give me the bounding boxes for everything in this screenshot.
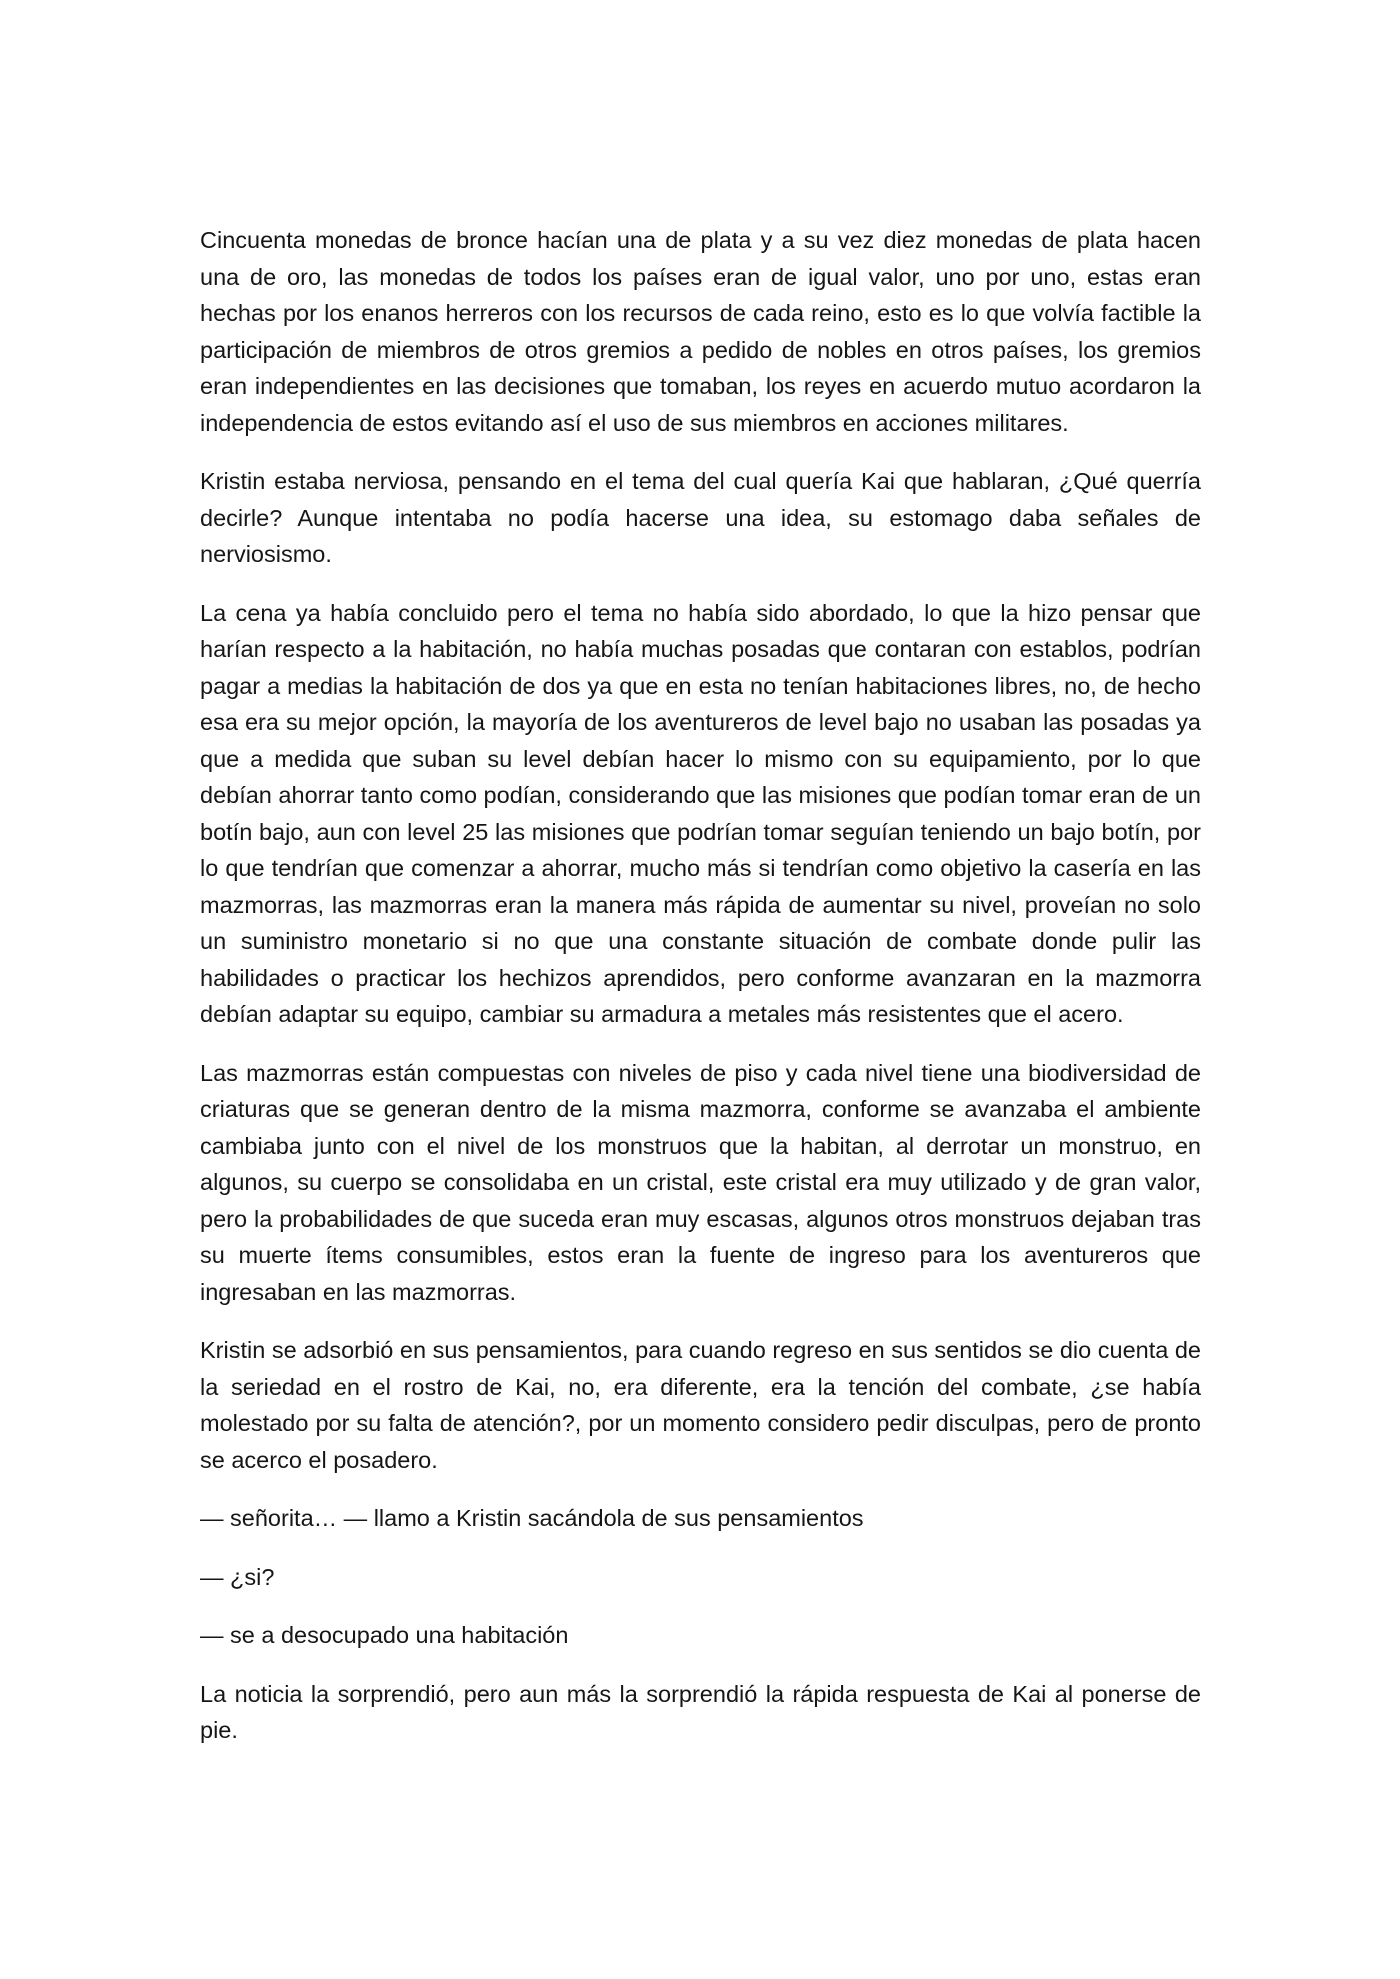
dialogue-line-senorita: — señorita… — llamo a Kristin sacándola de sus pensamientos xyxy=(200,1505,864,1531)
paragraph-kristin-thoughts: Kristin se adsorbió en sus pensamientos, para cuando regreso en sus sentidos se dio cuenta de la seriedad en el rostro de Kai, no, era diferente, era la tención del combate, ¿se había molestado por su falta de atención?, por un momento considero pedir disculpas, pero de pronto se acerco el posadero. xyxy=(200,1337,1201,1473)
paragraph-dinner: La cena ya había concluido pero el tema no había sido abordado, lo que la hizo pensar que harían respecto a la habitación, no había muchas posadas que contaran con establos, podrían pagar a medias la habitación de dos ya que en esta no tenían habitaciones libres, no, de hecho esa era su mejor opción, la mayoría de los aventureros de level bajo no usaban las posadas ya que a medida que suban su level debían hacer lo mismo con su equipamiento, por lo que debían ahorrar tanto como podían, considerando que las misiones que podían tomar eran de un botín bajo, aun con level 25 las misiones que podrían tomar seguían teniendo un bajo botín, por lo que tendrían que comenzar a ahorrar, mucho más si tendrían como objetivo la casería en las mazmorras, las mazmorras eran la manera más rápida de aumentar su nivel, proveían no solo un suministro monetario si no que una constante situación de combate donde pulir las habilidades o practicar los hechizos aprendidos, pero conforme avanzaran en la mazmorra debían adaptar su equipo, cambiar su armadura a metales más resistentes que el acero. xyxy=(200,599,1201,1027)
paragraph-kristin-nervous: Kristin estaba nerviosa, pensando en el tema del cual quería Kai que hablaran, ¿Qué querría decirle? Aunque intentaba no podía hacerse una idea, su estomago daba señales de nerviosismo. xyxy=(200,468,1201,567)
dialogue-line-habitacion: — se a desocupado una habitación xyxy=(200,1622,569,1648)
paragraph-dungeons: Las mazmorras están compuestas con niveles de piso y cada nivel tiene una biodiversidad de criaturas que se generan dentro de la misma mazmorra, conforme se avanzaba el ambiente cambiaba junto con el nivel de los monstruos que la habitan, al derrotar un monstruo, en algunos, su cuerpo se consolidaba en un cristal, este cristal era muy utilizado y de gran valor, pero la probabilidades de que suceda eran muy escasas, algunos otros monstruos dejaban tras su muerte ítems consumibles, estos eran la fuente de ingreso para los aventureros que ingresaban en las mazmorras. xyxy=(200,1059,1201,1305)
paragraph-coins: Cincuenta monedas de bronce hacían una de plata y a su vez diez monedas de plata hacen una de oro, las monedas de todos los países eran de igual valor, uno por uno, estas eran hechas por los enanos herreros con los recursos de cada reino, esto es lo que volvía factible la participación de miembros de otros gremios a pedido de nobles en otros países, los gremios eran independientes en las decisiones que tomaban, los reyes en acuerdo mutuo acordaron la independencia de estos evitando así el uso de sus miembros en acciones militares. xyxy=(200,227,1201,436)
document-body xyxy=(200,222,1201,1771)
paragraph-news: La noticia la sorprendió, pero aun más la sorprendió la rápida respuesta de Kai al ponerse de pie. xyxy=(200,1680,1201,1743)
dialogue-line-si: — ¿si? xyxy=(200,1563,275,1590)
